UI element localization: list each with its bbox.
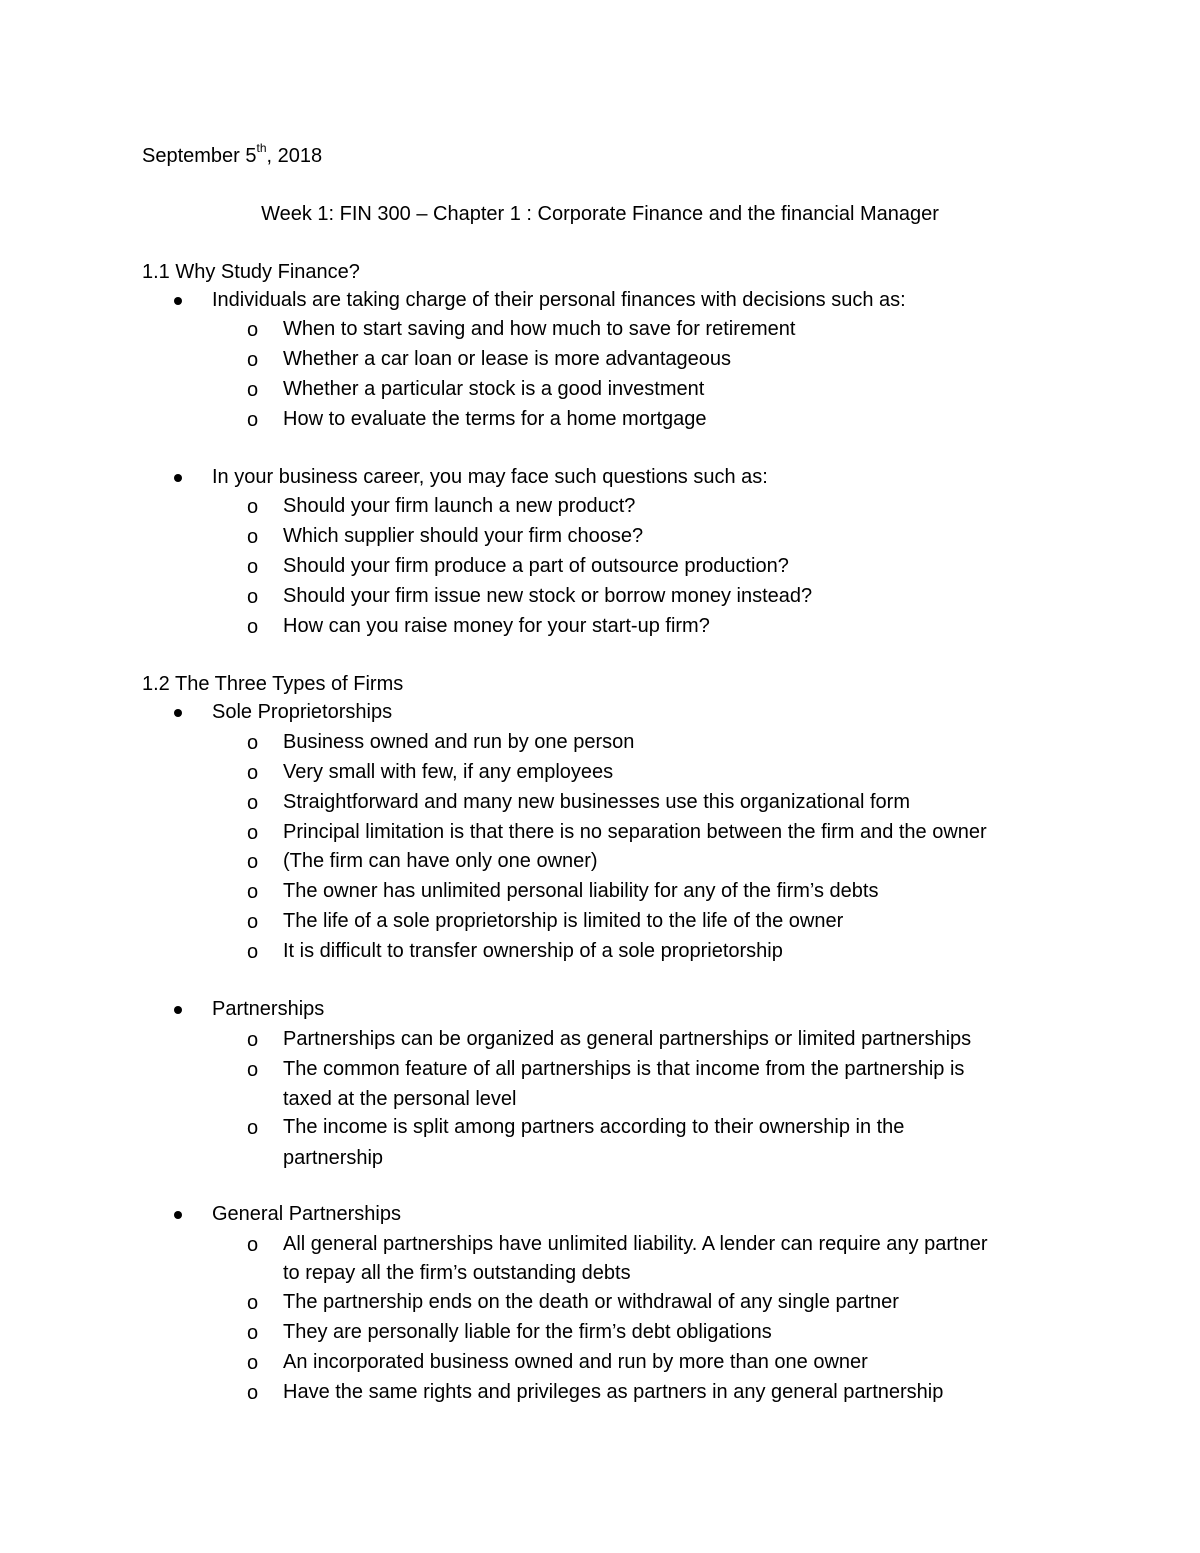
sub-bullet-icon: o <box>247 851 259 873</box>
sub-bullet-item: Whether a particular stock is a good investment <box>283 378 705 400</box>
date-year: , 2018 <box>266 145 323 167</box>
bullet-dot-icon <box>174 297 182 305</box>
sub-bullet-item: An incorporated business owned and run by more than one owner <box>283 1351 868 1373</box>
sub-bullet-item: The common feature of all partnerships is that income from the partnership is <box>283 1058 965 1080</box>
sub-bullet-icon: o <box>247 941 259 963</box>
bullet-item: General Partnerships <box>212 1203 401 1225</box>
sub-bullet-item: How to evaluate the terms for a home mortgage <box>283 408 707 430</box>
section-heading: 1.1 Why Study Finance? <box>142 261 360 283</box>
sub-bullet-icon: o <box>247 1352 259 1374</box>
sub-bullet-item: Straightforward and many new businesses use this organizational form <box>283 791 910 813</box>
sub-bullet-item: Which supplier should your firm choose? <box>283 525 644 547</box>
sub-bullet-item: The life of a sole proprietorship is limited to the life of the owner <box>283 910 844 932</box>
sub-bullet-item: When to start saving and how much to save for retirement <box>283 318 796 340</box>
sub-bullet-icon: o <box>247 319 259 341</box>
sub-bullet-item: Partnerships can be organized as general partnerships or limited partnerships <box>283 1028 972 1050</box>
sub-bullet-icon: o <box>247 732 259 754</box>
sub-bullet-item: How can you raise money for your start-up firm? <box>283 615 710 637</box>
sub-bullet-icon: o <box>247 822 259 844</box>
bullet-item: Individuals are taking charge of their personal finances with decisions such as: <box>212 289 906 311</box>
bullet-dot-icon <box>174 1006 182 1014</box>
sub-bullet-icon: o <box>247 1292 259 1314</box>
sub-bullet-item: The owner has unlimited personal liability for any of the firm’s debts <box>283 880 879 902</box>
sub-bullet-continuation: partnership <box>283 1147 384 1169</box>
sub-bullet-item: Should your firm launch a new product? <box>283 495 636 517</box>
sub-bullet-item: The income is split among partners according to their ownership in the <box>283 1116 905 1138</box>
sub-bullet-item: Whether a car loan or lease is more advantageous <box>283 348 732 370</box>
sub-bullet-icon: o <box>247 409 259 431</box>
sub-bullet-icon: o <box>247 911 259 933</box>
sub-bullet-item: Very small with few, if any employees <box>283 761 614 783</box>
sub-bullet-item: It is difficult to transfer ownership of a sole proprietorship <box>283 940 783 962</box>
bullet-dot-icon <box>174 474 182 482</box>
sub-bullet-item: Should your firm produce a part of outsource production? <box>283 555 789 577</box>
sub-bullet-item: They are personally liable for the firm’s debt obligations <box>283 1321 772 1343</box>
sub-bullet-icon: o <box>247 496 259 518</box>
date-text: September 5 <box>142 145 257 167</box>
sub-bullet-item: The partnership ends on the death or withdrawal of any single partner <box>283 1291 899 1313</box>
sub-bullet-icon: o <box>247 379 259 401</box>
document-date <box>142 141 323 168</box>
sub-bullet-icon: o <box>247 586 259 608</box>
sub-bullet-icon: o <box>247 792 259 814</box>
sub-bullet-icon: o <box>247 1234 259 1256</box>
sub-bullet-item: Principal limitation is that there is no separation between the firm and the owner <box>283 821 987 843</box>
sub-bullet-continuation: to repay all the firm’s outstanding debts <box>283 1262 631 1284</box>
bullet-dot-icon <box>174 709 182 717</box>
sub-bullet-item: Business owned and run by one person <box>283 731 635 753</box>
bullet-item: Sole Proprietorships <box>212 701 393 723</box>
sub-bullet-item: Should your firm issue new stock or borrow money instead? <box>283 585 813 607</box>
sub-bullet-item: All general partnerships have unlimited liability. A lender can require any partner <box>283 1233 988 1255</box>
sub-bullet-icon: o <box>247 1322 259 1344</box>
sub-bullet-icon: o <box>247 762 259 784</box>
sub-bullet-icon: o <box>247 1117 259 1139</box>
bullet-item: In your business career, you may face such questions such as: <box>212 466 768 488</box>
sub-bullet-icon: o <box>247 526 259 548</box>
sub-bullet-continuation: taxed at the personal level <box>283 1088 517 1110</box>
sub-bullet-icon: o <box>247 349 259 371</box>
sub-bullet-icon: o <box>247 1382 259 1404</box>
sub-bullet-icon: o <box>247 556 259 578</box>
sub-bullet-icon: o <box>247 881 259 903</box>
bullet-item: Partnerships <box>212 998 325 1020</box>
date-ordinal-suffix: th <box>256 141 267 156</box>
sub-bullet-icon: o <box>247 616 259 638</box>
document-title: Week 1: FIN 300 – Chapter 1 : Corporate Finance and the financial Manager <box>261 203 939 225</box>
sub-bullet-item: (The firm can have only one owner) <box>283 850 598 872</box>
sub-bullet-icon: o <box>247 1059 259 1081</box>
bullet-dot-icon <box>174 1211 182 1219</box>
section-heading: 1.2 The Three Types of Firms <box>142 673 404 695</box>
sub-bullet-item: Have the same rights and privileges as partners in any general partnership <box>283 1381 944 1403</box>
sub-bullet-icon: o <box>247 1029 259 1051</box>
